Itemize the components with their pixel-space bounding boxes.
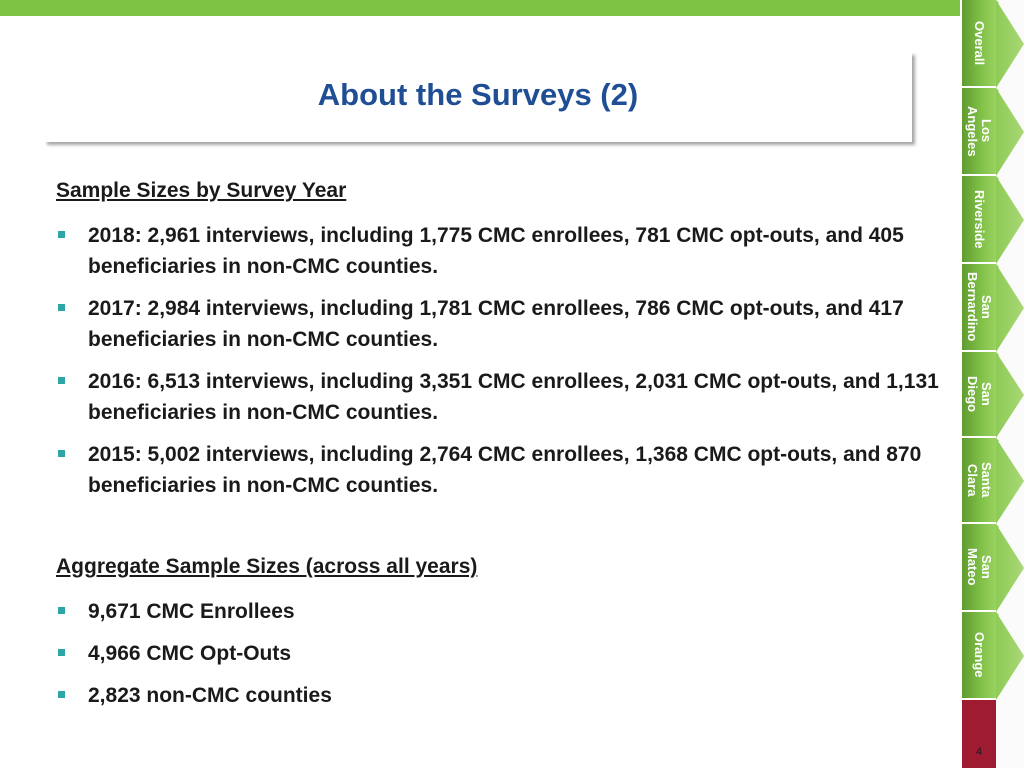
list-item-text: 2,823 non-CMC counties xyxy=(88,684,332,707)
tab-arrow-shape xyxy=(996,524,1024,612)
sample-sizes-list xyxy=(56,220,946,501)
tab-arrow-shape xyxy=(996,264,1024,352)
tab-arrow-shape xyxy=(996,438,1024,524)
list-item xyxy=(56,439,946,501)
tab-label: Riverside xyxy=(972,189,987,249)
tab-label: Orange xyxy=(972,632,987,678)
tab-los-angeles[interactable] xyxy=(962,88,996,176)
top-accent-bar xyxy=(0,0,960,16)
tab-overall[interactable] xyxy=(962,0,996,88)
list-item-text: 2015: 5,002 interviews, including 2,764 CMC enrollees, 1,368 CMC opt-outs, and 870 beneficiaries in non-CMC counties. xyxy=(88,443,922,497)
tab-arrow-shape xyxy=(996,176,1024,264)
tab-arrow-shape xyxy=(996,0,1024,88)
tab-label: Los Angeles xyxy=(965,105,994,157)
bullet-square-icon xyxy=(58,304,65,311)
slide-content xyxy=(56,176,946,722)
tab-riverside[interactable] xyxy=(962,176,996,264)
bullet-square-icon xyxy=(58,231,65,238)
tab-arrow-shape xyxy=(996,88,1024,176)
list-item xyxy=(56,596,946,627)
list-item-text: 2018: 2,961 interviews, including 1,775 CMC enrollees, 781 CMC opt-outs, and 405 beneficiaries in non-CMC counties. xyxy=(88,224,904,278)
title-box xyxy=(44,52,912,142)
tab-label: San Bernardino xyxy=(965,272,994,342)
tab-label: San Diego xyxy=(965,375,994,413)
tab-arrow-shape xyxy=(996,612,1024,700)
tab-label: Santa Clara xyxy=(965,462,994,498)
section-heading-aggregate: Aggregate Sample Sizes (across all years) xyxy=(56,555,478,578)
tab-san-bernardino[interactable] xyxy=(962,264,996,352)
bullet-square-icon xyxy=(58,691,65,698)
page-number: 4 xyxy=(975,746,983,758)
tab-san-diego[interactable] xyxy=(962,352,996,438)
list-item-text: 2016: 6,513 interviews, including 3,351 CMC enrollees, 2,031 CMC opt-outs, and 1,131 beneficiaries in non-CMC counties. xyxy=(88,370,939,424)
list-item xyxy=(56,638,946,669)
aggregate-list xyxy=(56,596,946,711)
list-item xyxy=(56,220,946,282)
tab-label: San Mateo xyxy=(965,548,994,586)
tab-santa-clara[interactable] xyxy=(962,438,996,524)
bullet-square-icon xyxy=(58,649,65,656)
list-item xyxy=(56,680,946,711)
tab-label: Overall xyxy=(972,20,987,66)
tab-san-mateo[interactable] xyxy=(962,524,996,612)
tab-orange[interactable] xyxy=(962,612,996,700)
tab-arrow-shape xyxy=(996,352,1024,438)
bullet-square-icon xyxy=(58,377,65,384)
list-item-text: 4,966 CMC Opt-Outs xyxy=(88,642,292,665)
section-spacer xyxy=(56,512,946,552)
list-item-text: 9,671 CMC Enrollees xyxy=(88,600,295,623)
list-item-text: 2017: 2,984 interviews, including 1,781 CMC enrollees, 786 CMC opt-outs, and 417 beneficiaries in non-CMC counties. xyxy=(88,297,904,351)
page-title: About the Surveys (2) xyxy=(317,77,639,112)
bullet-square-icon xyxy=(58,450,65,457)
list-item xyxy=(56,366,946,428)
list-item xyxy=(56,293,946,355)
county-nav-sidebar xyxy=(962,0,1024,768)
section-heading-sample-sizes: Sample Sizes by Survey Year xyxy=(56,179,347,202)
bullet-square-icon xyxy=(58,607,65,614)
